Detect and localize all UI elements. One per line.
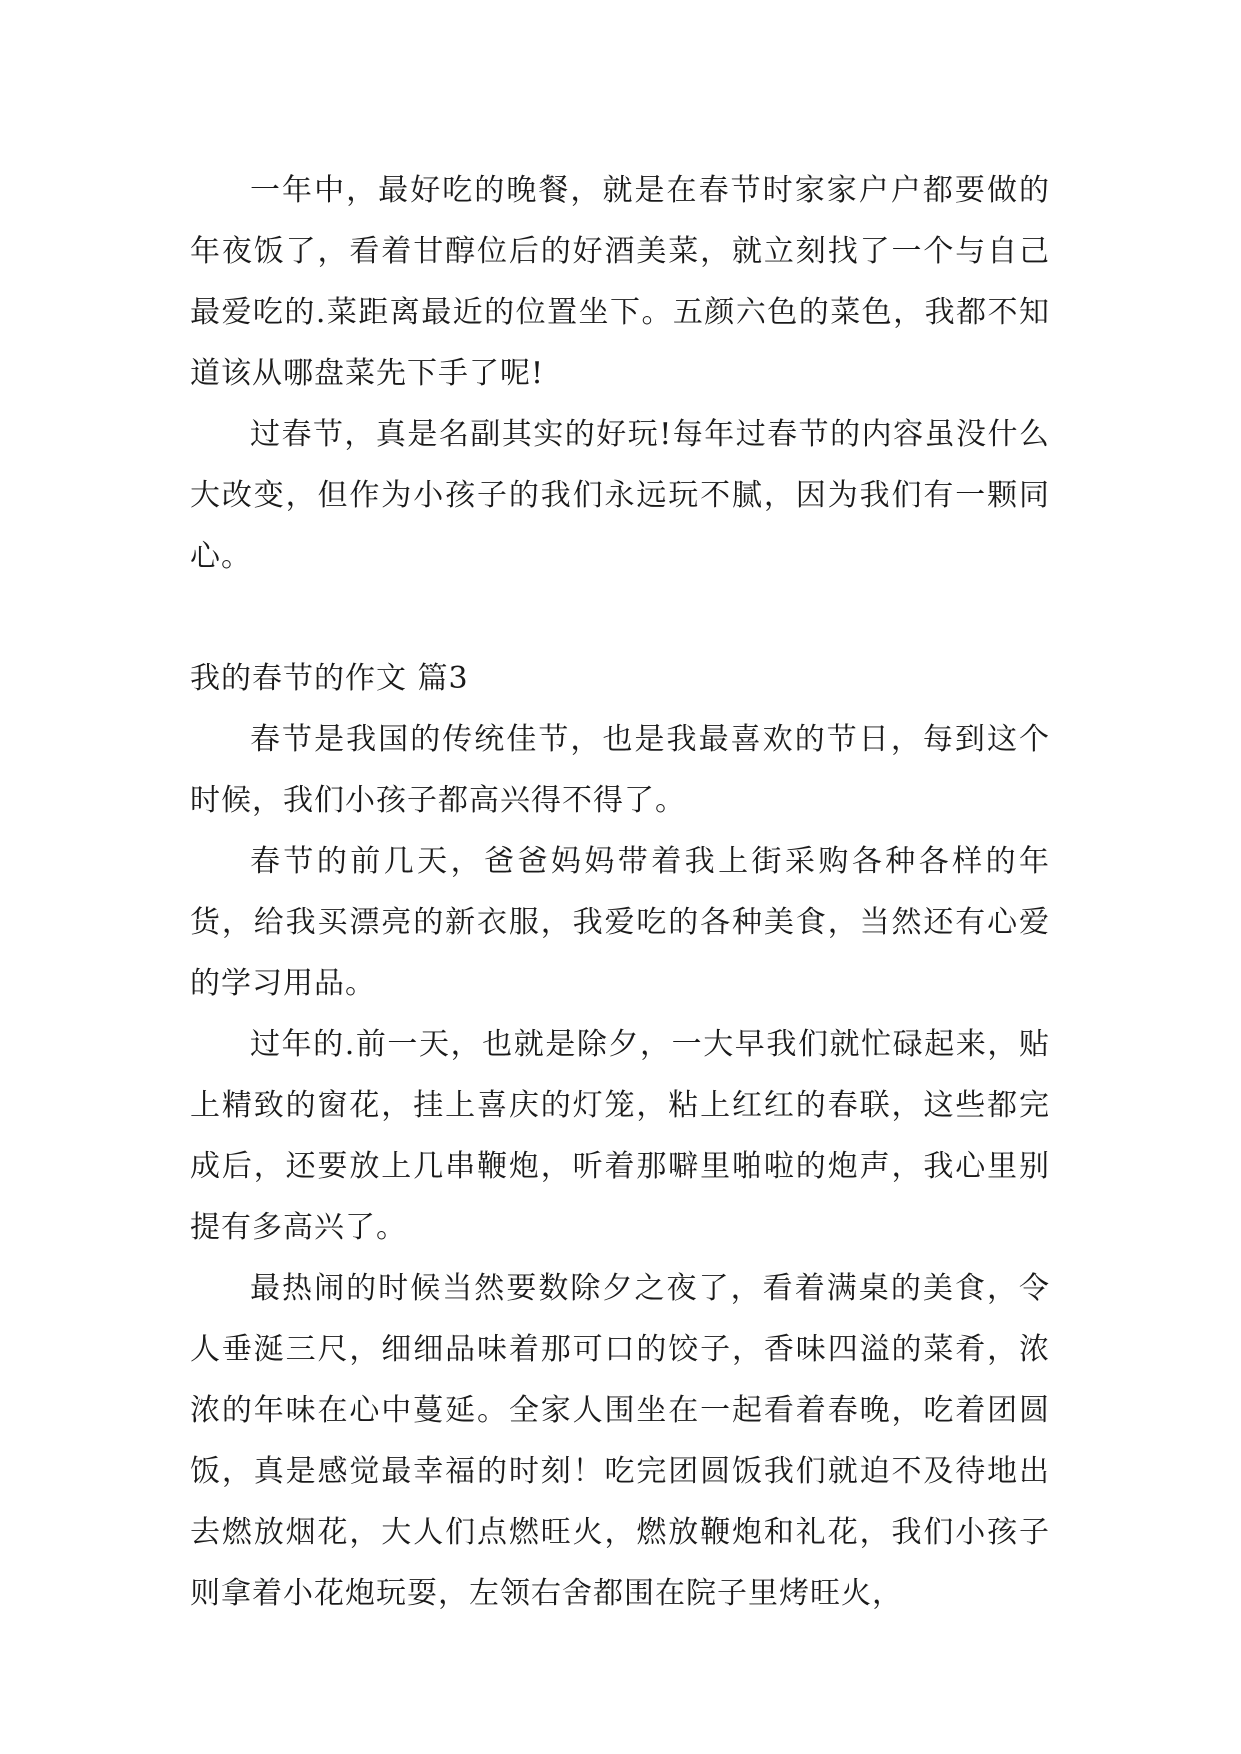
paragraph: 过年的.前一天，也就是除夕，一大早我们就忙碌起来，贴上精致的窗花，挂上喜庆的灯笼，粘上红红的春联，这些都完成后，还要放上几串鞭炮，听着那噼里啪啦的炮声，我心里别提有多高兴了。 xyxy=(190,1027,1050,1245)
paragraph: 最热闹的时候当然要数除夕之夜了，看着满桌的美食，令人垂涎三尺，细细品味着那可口的饺子，香味四溢的菜肴，浓浓的年味在心中蔓延。全家人围坐在一起看着春晚，吃着团圆饭，真是感觉最幸福的时刻！吃完团圆饭我们就迫不及待地出去燃放烟花，大人们点燃旺火，燃放鞭炮和礼花，我们小孩子则拿着小花炮玩耍，左领右舍都围在院子里烤旺火， xyxy=(190,1271,1050,1611)
paragraph: 春节是我国的传统佳节，也是我最喜欢的节日，每到这个时候，我们小孩子都高兴得不得了。 xyxy=(190,722,1050,818)
section-title: 我的春节的作文 篇3 xyxy=(190,661,469,696)
paragraph: 过春节，真是名副其实的好玩!每年过春节的内容虽没什么大改变，但作为小孩子的我们永远玩不腻，因为我们有一颗同心。 xyxy=(190,417,1050,574)
document-body xyxy=(190,160,1050,1624)
paragraph: 一年中，最好吃的晚餐，就是在春节时家家户户都要做的年夜饭了，看着甘醇位后的好酒美菜，就立刻找了一个与自己最爱吃的.菜距离最近的位置坐下。五颜六色的菜色，我都不知道该从哪盘菜先下手了呢! xyxy=(190,173,1050,391)
section-gap xyxy=(190,587,1050,648)
paragraph: 春节的前几天，爸爸妈妈带着我上街采购各种各样的年货，给我买漂亮的新衣服，我爱吃的各种美食，当然还有心爱的学习用品。 xyxy=(190,844,1050,1001)
